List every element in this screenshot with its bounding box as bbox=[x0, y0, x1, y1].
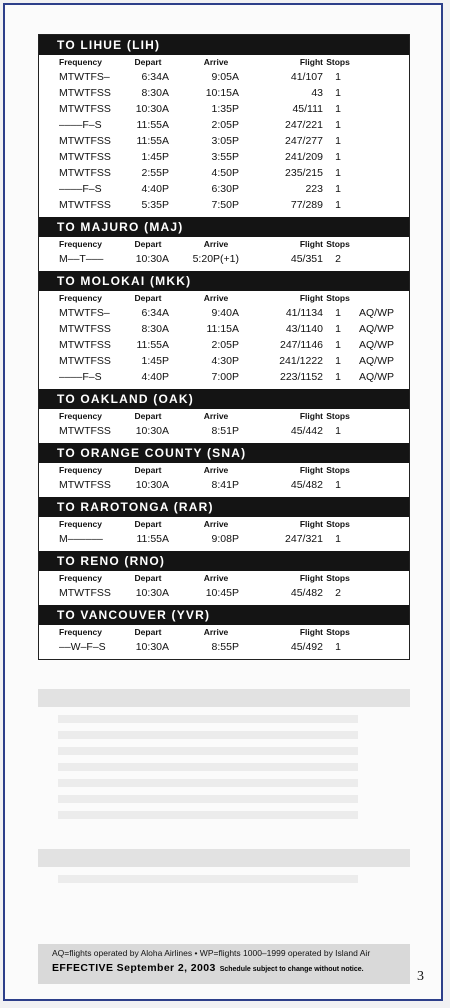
bleed-through-area bbox=[38, 683, 410, 883]
cell-stops: 1 bbox=[335, 323, 341, 335]
section-title: TO MAJURO (MAJ) bbox=[39, 217, 409, 237]
column-header-depart: Depart bbox=[134, 239, 162, 249]
schedule-row bbox=[39, 423, 409, 439]
cell-frequency: MTWTFSS bbox=[59, 587, 111, 599]
column-header-stops: Stops bbox=[326, 293, 350, 303]
cell-frequency: MTWTFSS bbox=[59, 199, 111, 211]
schedule-row bbox=[39, 69, 409, 85]
section-title: TO OAKLAND (OAK) bbox=[39, 389, 409, 409]
cell-frequency: MTWTFSS bbox=[59, 151, 111, 163]
cell-depart: 2:55P bbox=[141, 167, 169, 179]
column-header-stops: Stops bbox=[326, 627, 350, 637]
cell-depart: 10:30A bbox=[135, 425, 169, 437]
cell-frequency: MTWTFSS bbox=[59, 425, 111, 437]
column-header-flight: Flight bbox=[299, 293, 323, 303]
cell-stops: 1 bbox=[335, 87, 341, 99]
cell-flight: 41/1134 bbox=[285, 307, 323, 319]
schedule-row bbox=[39, 197, 409, 213]
cell-flight: 241/1222 bbox=[279, 355, 323, 367]
cell-arrive: 10:45P bbox=[205, 587, 239, 599]
effective-text: EFFECTIVE September 2, 2003 bbox=[52, 962, 216, 974]
cell-frequency: MTWTFSS bbox=[59, 479, 111, 491]
schedule-row bbox=[39, 149, 409, 165]
cell-arrive: 9:05A bbox=[211, 71, 239, 83]
column-header-flight: Flight bbox=[299, 573, 323, 583]
cell-flight: 223 bbox=[305, 183, 323, 195]
cell-frequency: MTWTFSS bbox=[59, 87, 111, 99]
column-header-stops: Stops bbox=[326, 411, 350, 421]
column-header-arrive: Arrive bbox=[203, 57, 229, 67]
column-header-depart: Depart bbox=[134, 57, 162, 67]
column-header-flight: Flight bbox=[299, 239, 323, 249]
schedule-row bbox=[39, 639, 409, 655]
section-title: TO RAROTONGA (RAR) bbox=[39, 497, 409, 517]
cell-stops: 1 bbox=[335, 103, 341, 115]
column-header-flight: Flight bbox=[299, 627, 323, 637]
cell-flight: 43 bbox=[311, 87, 323, 99]
cell-depart: 1:45P bbox=[141, 151, 169, 163]
cell-stops: 1 bbox=[335, 183, 341, 195]
cell-arrive: 1:35P bbox=[211, 103, 239, 115]
column-header-row bbox=[39, 291, 409, 305]
cell-stops: 1 bbox=[335, 479, 341, 491]
cell-frequency: M––T––– bbox=[59, 253, 104, 265]
column-header-frequency: Frequency bbox=[59, 57, 102, 67]
schedule-row bbox=[39, 133, 409, 149]
flight-schedule bbox=[38, 34, 410, 660]
schedule-row bbox=[39, 181, 409, 197]
cell-frequency: ––W–F–S bbox=[59, 641, 106, 653]
cell-stops: 1 bbox=[335, 199, 341, 211]
cell-depart: 1:45P bbox=[141, 355, 169, 367]
schedule-row bbox=[39, 585, 409, 601]
cell-arrive: 9:40A bbox=[211, 307, 239, 319]
column-header-row bbox=[39, 625, 409, 639]
column-header-frequency: Frequency bbox=[59, 293, 102, 303]
schedule-row bbox=[39, 165, 409, 181]
cell-depart: 5:35P bbox=[141, 199, 169, 211]
cell-flight: 43/1140 bbox=[285, 323, 323, 335]
operator-footnote: AQ=flights operated by Aloha Airlines • WP=flights 1000–1999 operated by Island Air bbox=[52, 948, 371, 958]
column-header-stops: Stops bbox=[326, 519, 350, 529]
cell-stops: 1 bbox=[335, 355, 341, 367]
cell-flight: 45/482 bbox=[290, 587, 323, 599]
cell-arrive: 3:05P bbox=[211, 135, 239, 147]
cell-stops: 1 bbox=[335, 167, 341, 179]
column-header-depart: Depart bbox=[134, 573, 162, 583]
cell-depart: 10:30A bbox=[135, 587, 169, 599]
column-header-frequency: Frequency bbox=[59, 573, 102, 583]
cell-stops: 1 bbox=[335, 119, 341, 131]
cell-flight: 241/209 bbox=[285, 151, 323, 163]
cell-arrive: 8:51P bbox=[211, 425, 239, 437]
column-header-stops: Stops bbox=[326, 239, 350, 249]
schedule-row bbox=[39, 353, 409, 369]
cell-frequency: M–––––– bbox=[59, 533, 103, 545]
cell-flight: 45/111 bbox=[292, 103, 323, 115]
cell-frequency: MTWTFSS bbox=[59, 135, 111, 147]
column-header-row bbox=[39, 463, 409, 477]
cell-operator: AQ/WP bbox=[359, 355, 395, 367]
column-header-frequency: Frequency bbox=[59, 519, 102, 529]
column-header-arrive: Arrive bbox=[203, 239, 229, 249]
cell-arrive: 2:05P bbox=[211, 339, 239, 351]
cell-depart: 8:30A bbox=[141, 323, 169, 335]
cell-depart: 10:30A bbox=[135, 103, 169, 115]
cell-operator: AQ/WP bbox=[359, 323, 395, 335]
column-header-frequency: Frequency bbox=[59, 465, 102, 475]
section-title: TO RENO (RNO) bbox=[39, 551, 409, 571]
cell-flight: 45/442 bbox=[290, 425, 323, 437]
schedule-row bbox=[39, 477, 409, 493]
column-header-frequency: Frequency bbox=[59, 411, 102, 421]
cell-depart: 6:34A bbox=[141, 71, 169, 83]
cell-arrive: 7:50P bbox=[211, 199, 239, 211]
cell-arrive: 7:00P bbox=[211, 371, 239, 383]
schedule-row bbox=[39, 369, 409, 385]
footer-box bbox=[38, 944, 410, 984]
column-header-arrive: Arrive bbox=[203, 411, 229, 421]
cell-flight: 247/1146 bbox=[279, 339, 323, 351]
cell-arrive: 4:30P bbox=[211, 355, 239, 367]
column-header-depart: Depart bbox=[134, 465, 162, 475]
page-number: 3 bbox=[417, 969, 424, 984]
cell-depart: 6:34A bbox=[141, 307, 169, 319]
column-header-row bbox=[39, 237, 409, 251]
schedule-row bbox=[39, 321, 409, 337]
column-header-stops: Stops bbox=[326, 573, 350, 583]
cell-frequency: MTWTFSS bbox=[59, 355, 111, 367]
cell-operator: AQ/WP bbox=[359, 339, 395, 351]
cell-depart: 11:55A bbox=[136, 119, 169, 131]
column-header-stops: Stops bbox=[326, 57, 350, 67]
column-header-frequency: Frequency bbox=[59, 239, 102, 249]
cell-depart: 11:55A bbox=[136, 339, 169, 351]
schedule-row bbox=[39, 305, 409, 321]
effective-date bbox=[52, 962, 400, 974]
section-title: TO ORANGE COUNTY (SNA) bbox=[39, 443, 409, 463]
column-header-arrive: Arrive bbox=[203, 519, 229, 529]
cell-stops: 1 bbox=[335, 339, 341, 351]
cell-arrive: 11:15A bbox=[206, 323, 239, 335]
cell-arrive: 4:50P bbox=[211, 167, 239, 179]
cell-arrive: 6:30P bbox=[211, 183, 239, 195]
cell-frequency: MTWTFSS bbox=[59, 167, 111, 179]
column-header-depart: Depart bbox=[134, 293, 162, 303]
cell-frequency: ––––F–S bbox=[59, 119, 102, 131]
cell-flight: 45/351 bbox=[290, 253, 323, 265]
cell-arrive: 8:55P bbox=[211, 641, 239, 653]
cell-depart: 10:30A bbox=[135, 479, 169, 491]
cell-depart: 11:55A bbox=[136, 533, 169, 545]
cell-operator: AQ/WP bbox=[359, 371, 395, 383]
column-header-arrive: Arrive bbox=[203, 627, 229, 637]
schedule-row bbox=[39, 101, 409, 117]
cell-flight: 247/321 bbox=[285, 533, 323, 545]
cell-arrive: 5:20P(+1) bbox=[192, 253, 239, 265]
cell-frequency: MTWTFSS bbox=[59, 339, 111, 351]
column-header-depart: Depart bbox=[134, 411, 162, 421]
cell-arrive: 8:41P bbox=[211, 479, 239, 491]
cell-stops: 1 bbox=[335, 425, 341, 437]
cell-stops: 1 bbox=[335, 135, 341, 147]
cell-frequency: ––––F–S bbox=[59, 183, 102, 195]
schedule-row bbox=[39, 337, 409, 353]
section-title: TO LIHUE (LIH) bbox=[39, 35, 409, 55]
cell-frequency: MTWTFS– bbox=[59, 71, 110, 83]
cell-frequency: MTWTFS– bbox=[59, 307, 110, 319]
cell-stops: 1 bbox=[335, 71, 341, 83]
cell-depart: 10:30A bbox=[135, 641, 169, 653]
cell-flight: 247/221 bbox=[285, 119, 323, 131]
cell-flight: 235/215 bbox=[285, 167, 323, 179]
column-header-arrive: Arrive bbox=[203, 573, 229, 583]
section-title: TO MOLOKAI (MKK) bbox=[39, 271, 409, 291]
cell-arrive: 3:55P bbox=[211, 151, 239, 163]
cell-frequency: MTWTFSS bbox=[59, 323, 111, 335]
column-header-arrive: Arrive bbox=[203, 465, 229, 475]
schedule-row bbox=[39, 117, 409, 133]
section-title: TO VANCOUVER (YVR) bbox=[39, 605, 409, 625]
cell-frequency: MTWTFSS bbox=[59, 103, 111, 115]
cell-stops: 1 bbox=[335, 307, 341, 319]
column-header-flight: Flight bbox=[299, 465, 323, 475]
cell-stops: 1 bbox=[335, 371, 341, 383]
column-header-row bbox=[39, 517, 409, 531]
column-header-flight: Flight bbox=[299, 57, 323, 67]
cell-flight: 247/277 bbox=[285, 135, 323, 147]
schedule-row bbox=[39, 251, 409, 267]
cell-flight: 45/492 bbox=[290, 641, 323, 653]
cell-flight: 45/482 bbox=[290, 479, 323, 491]
column-header-frequency: Frequency bbox=[59, 627, 102, 637]
column-header-row bbox=[39, 409, 409, 423]
column-header-arrive: Arrive bbox=[203, 293, 229, 303]
cell-arrive: 10:15A bbox=[205, 87, 239, 99]
cell-frequency: ––––F–S bbox=[59, 371, 102, 383]
cell-stops: 2 bbox=[335, 253, 341, 265]
cell-depart: 4:40P bbox=[141, 371, 169, 383]
column-header-flight: Flight bbox=[299, 411, 323, 421]
column-header-stops: Stops bbox=[326, 465, 350, 475]
cell-depart: 11:55A bbox=[136, 135, 169, 147]
cell-depart: 8:30A bbox=[141, 87, 169, 99]
column-header-row bbox=[39, 571, 409, 585]
cell-stops: 1 bbox=[335, 641, 341, 653]
cell-depart: 10:30A bbox=[135, 253, 169, 265]
cell-stops: 1 bbox=[335, 533, 341, 545]
cell-depart: 4:40P bbox=[141, 183, 169, 195]
disclaimer: Schedule subject to change without notice. bbox=[219, 966, 364, 973]
column-header-flight: Flight bbox=[299, 519, 323, 529]
cell-arrive: 9:08P bbox=[211, 533, 239, 545]
schedule-row bbox=[39, 85, 409, 101]
schedule-row bbox=[39, 531, 409, 547]
cell-stops: 2 bbox=[335, 587, 341, 599]
cell-flight: 41/107 bbox=[290, 71, 323, 83]
cell-stops: 1 bbox=[335, 151, 341, 163]
cell-flight: 223/1152 bbox=[279, 371, 323, 383]
cell-flight: 77/289 bbox=[290, 199, 323, 211]
column-header-depart: Depart bbox=[134, 519, 162, 529]
column-header-row bbox=[39, 55, 409, 69]
cell-arrive: 2:05P bbox=[211, 119, 239, 131]
column-header-depart: Depart bbox=[134, 627, 162, 637]
cell-operator: AQ/WP bbox=[359, 307, 395, 319]
